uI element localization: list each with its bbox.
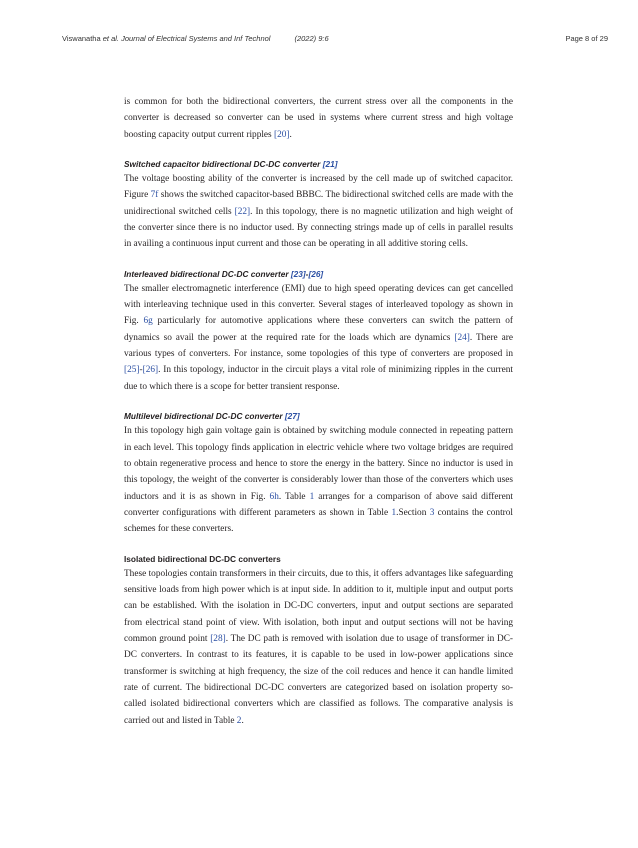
text-run: . The DC path is removed with isolation due to usage of transformer in DC-DC converters. In contrast to its features, it is capable to be used in low-power applications since transformer is switching at high frequency, the size of the coil reduces and hence it can handle limited rate of current. The bidirectional DC-DC converters are categorized based on isolation property so-called isolated bidirectional converters which are classified as follows. The comparative analysis is carried out and listed in Table: [124, 633, 513, 726]
figure-link[interactable]: 6g: [143, 316, 153, 327]
text-run: . In this topology, inductor in the circuit plays a vital role of minimizing ripples in the current due to which there is a scope for better transient response.: [124, 365, 513, 392]
citation-link[interactable]: [28]: [210, 633, 226, 644]
text-run: In this topology high gain voltage gain is obtained by switching module connected in repeating pattern in each level. This topology finds application in electric vehicle where two voltage bridges are required to obtain regenerative process and hence to store the energy in the battery. Since no inductor is used in this topology, the weight of the converter is considerably lower than those of the converters which uses inductors and it is as shown in Fig.: [124, 426, 513, 502]
paragraph-switched-capacitor: [124, 171, 513, 253]
heading-dash: -: [305, 268, 309, 279]
section-heading-isolated: Isolated bidirectional DC-DC converters: [124, 553, 281, 564]
page-number: Page 8 of 29: [565, 34, 608, 43]
text-run: These topologies contain transformers in their circuits, due to this, it offers advantages like safeguarding sensitive loads from high power which is at input side. In addition to it, multiple input and output ports can be established. With the isolation in DC-DC converters, input and output sections are separated from electrical stand point of view. With isolation, both input and output sections will not be having common ground point: [124, 568, 513, 644]
year-issue: (2022) 9:6: [294, 34, 329, 43]
section-link[interactable]: 3: [429, 507, 435, 518]
text-run: . In this topology, there is no magnetic utilization and high weight of the converter since there is no inductor used. By connecting strings made up of cells in parallel results in availing a continuous input current and those can be operating in all additive storing cells.: [124, 206, 513, 250]
article-body: [124, 94, 513, 729]
section-heading-switched-capacitor: [124, 158, 513, 170]
citation-link[interactable]: [25]: [124, 365, 140, 376]
spacer: [124, 253, 513, 268]
paragraph-multilevel: [124, 423, 513, 537]
spacer: [124, 143, 513, 158]
figure-link[interactable]: 7f: [150, 190, 159, 201]
citation-link[interactable]: [21]: [322, 159, 338, 170]
spacer: [124, 538, 513, 553]
citation-link[interactable]: [27]: [284, 411, 300, 422]
heading-text: Switched capacitor bidirectional DC-DC converter: [124, 159, 323, 170]
running-header: [62, 34, 608, 43]
spacer: [124, 395, 513, 410]
text-run: . Table: [278, 491, 310, 502]
text-run: arranges for a comparison of above said different converter configurations with different parameters as shown in Table: [124, 491, 513, 518]
section-heading-interleaved: [124, 268, 513, 280]
text-run: -: [139, 365, 143, 376]
text-run: is common for both the bidirectional converters, the current stress over all the components in the converter is decreased so converter can be used in systems where current stress and high voltage boosting capacity output current ripples: [124, 97, 513, 140]
section-heading-multilevel: [124, 410, 513, 422]
paragraph-interleaved: [124, 281, 513, 395]
citation-link[interactable]: [24]: [454, 332, 470, 343]
citation-link[interactable]: [20]: [274, 129, 290, 140]
text-run: .: [241, 715, 244, 726]
text-run: .: [289, 129, 292, 140]
text-run: . There are various types of converters. For instance, some topologies of this type of converters are proposed in: [124, 332, 513, 360]
table-link[interactable]: 2: [236, 715, 242, 726]
heading-text: Multilevel bidirectional DC-DC converter: [124, 411, 285, 422]
text-run: contains the control schemes for these converters.: [124, 507, 513, 535]
journal-name: et al. Journal of Electrical Systems and Inf Technol: [102, 34, 271, 43]
figure-link[interactable]: 6h: [269, 491, 279, 502]
paragraph-isolated: [124, 566, 513, 729]
table-link[interactable]: 1: [309, 491, 315, 502]
citation-link[interactable]: [23]: [290, 268, 306, 279]
table-link[interactable]: 1: [391, 507, 397, 518]
paragraph-continued: [124, 94, 513, 143]
text-run: The voltage boosting ability of the converter is increased by the cell made up of switched capacitor. Figure: [124, 174, 513, 201]
text-run: The smaller electromagnetic interference (EMI) due to high speed operating devices can get cancelled with interleaving technique used in this converter. Several stages of interleaved topology as shown in Fig.: [124, 283, 513, 327]
citation-link[interactable]: [26]: [142, 365, 159, 376]
citation-link[interactable]: [26]: [308, 268, 324, 279]
author-name: Viswanatha: [62, 34, 103, 43]
journal-citation: [62, 34, 270, 43]
heading-text: Interleaved bidirectional DC-DC converter: [124, 268, 291, 279]
text-run: shows the switched capacitor-based BBBC. The bidirectional switched cells are made with the unidirectional switched cells: [124, 190, 513, 217]
text-run: .Section: [396, 507, 430, 518]
citation-link[interactable]: [22]: [234, 206, 251, 217]
text-run: particularly for automotive applications where these converters can switch the pattern of dynamics so avail the power at the required rate for the loads which are dynamics: [124, 316, 513, 343]
